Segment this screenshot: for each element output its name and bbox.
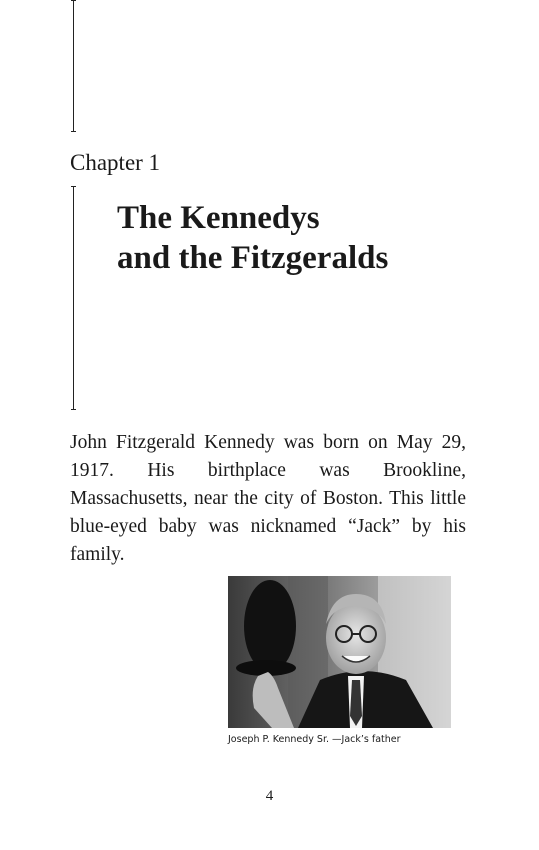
chapter-rule-top [73,0,74,132]
portrait-photo [228,576,451,728]
rule-tick [71,0,76,1]
chapter-title [117,198,388,278]
photo-caption: Joseph P. Kennedy Sr. —Jack’s father [228,734,401,745]
rule-tick [71,186,76,187]
chapter-title-line-2: and the Fitzgeralds [117,240,389,276]
body-paragraph: John Fitzgerald Kennedy was born on May 29, 1917. His birthplace was Brookline, Massachusetts, near the city of Boston. This little blue-eyed baby was nicknamed “Jack” by his family. [70,432,466,565]
rule-tick [71,409,76,410]
rule-tick [71,131,76,132]
page-number: 4 [265,788,274,804]
portrait-illustration [228,576,451,728]
chapter-title-line-1: The Kennedys [117,200,320,236]
chapter-label: Chapter 1 [70,150,161,175]
chapter-rule-middle [73,186,74,410]
